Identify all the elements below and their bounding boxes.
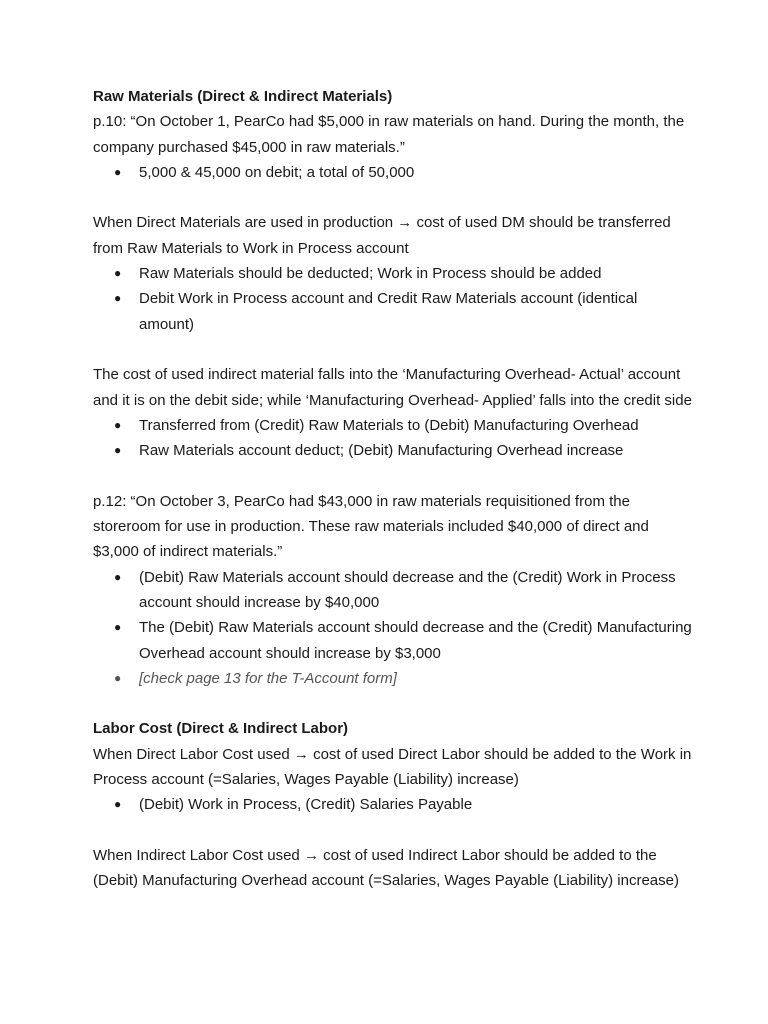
raw-materials-heading: Raw Materials (Direct & Indirect Materials) xyxy=(93,88,393,105)
bullet-icon: ● xyxy=(114,417,122,432)
direct-labor-bullet-list xyxy=(93,792,693,817)
bullet-icon: ● xyxy=(114,291,122,306)
list-item: ● (Debit) Raw Materials account should decrease and the (Credit) Work in Process account should increase by $40,000 xyxy=(93,565,693,616)
bullet-icon: ● xyxy=(114,670,122,685)
direct-labor-paragraph: When Direct Labor Cost used → cost of used Direct Labor should be added to the Work in Process account (=Salaries, Wages Payable (Liability) increase) xyxy=(93,745,692,789)
list-item: ● Raw Materials should be deducted; Work in Process should be added xyxy=(93,261,693,286)
list-item: ● Raw Materials account deduct; (Debit) Manufacturing Overhead increase xyxy=(93,438,693,463)
p10-bullet-list xyxy=(93,160,693,185)
bullet-icon: ● xyxy=(114,569,122,584)
list-item: ● Debit Work in Process account and Credit Raw Materials account (identical amount) xyxy=(93,286,693,337)
list-item: ● 5,000 & 45,000 on debit; a total of 50,000 xyxy=(93,160,693,185)
labor-cost-heading: Labor Cost (Direct & Indirect Labor) xyxy=(93,720,349,738)
p12-quote: p.12: “On October 3, PearCo had $43,000 in raw materials requisitioned from the storeroom for use in production. These raw materials included $40,000 of direct and $3,000 of indirect materials.” xyxy=(93,492,649,561)
direct-materials-paragraph: When Direct Materials are used in production → cost of used DM should be transferred from Raw Materials to Work in Process account xyxy=(93,214,671,257)
bullet-icon: ● xyxy=(114,164,122,179)
bullet-icon: ● xyxy=(114,443,122,458)
bullet-icon: ● xyxy=(114,266,122,281)
t-account-note: ● [check page 13 for the T-Account form] xyxy=(93,666,693,691)
p12-bullet-list xyxy=(93,565,693,691)
indirect-material-paragraph: The cost of used indirect material falls into the ‘Manufacturing Overhead- Actual’ account and it is on the debit side; while ‘Manufacturing Overhead- Applied’ falls into the credit side xyxy=(93,366,692,409)
document-page xyxy=(93,84,693,894)
indirect-labor-paragraph: When Indirect Labor Cost used → cost of used Indirect Labor should be added to the (Debit) Manufacturing Overhead account (=Salaries, Wages Payable (Liability) increase) xyxy=(93,846,679,890)
bullet-icon: ● xyxy=(114,620,122,635)
direct-materials-bullet-list xyxy=(93,261,693,337)
list-item: ● The (Debit) Raw Materials account should decrease and the (Credit) Manufacturing Overhead account should increase by $3,000 xyxy=(93,615,693,666)
p10-quote: p.10: “On October 1, PearCo had $5,000 in raw materials on hand. During the month, the company purchased $45,000 in raw materials.” xyxy=(93,113,685,156)
indirect-material-bullet-list xyxy=(93,413,693,464)
list-item: ● Transferred from (Credit) Raw Materials to (Debit) Manufacturing Overhead xyxy=(93,413,693,438)
list-item: ● (Debit) Work in Process, (Credit) Salaries Payable xyxy=(93,792,693,817)
bullet-icon: ● xyxy=(114,797,122,812)
